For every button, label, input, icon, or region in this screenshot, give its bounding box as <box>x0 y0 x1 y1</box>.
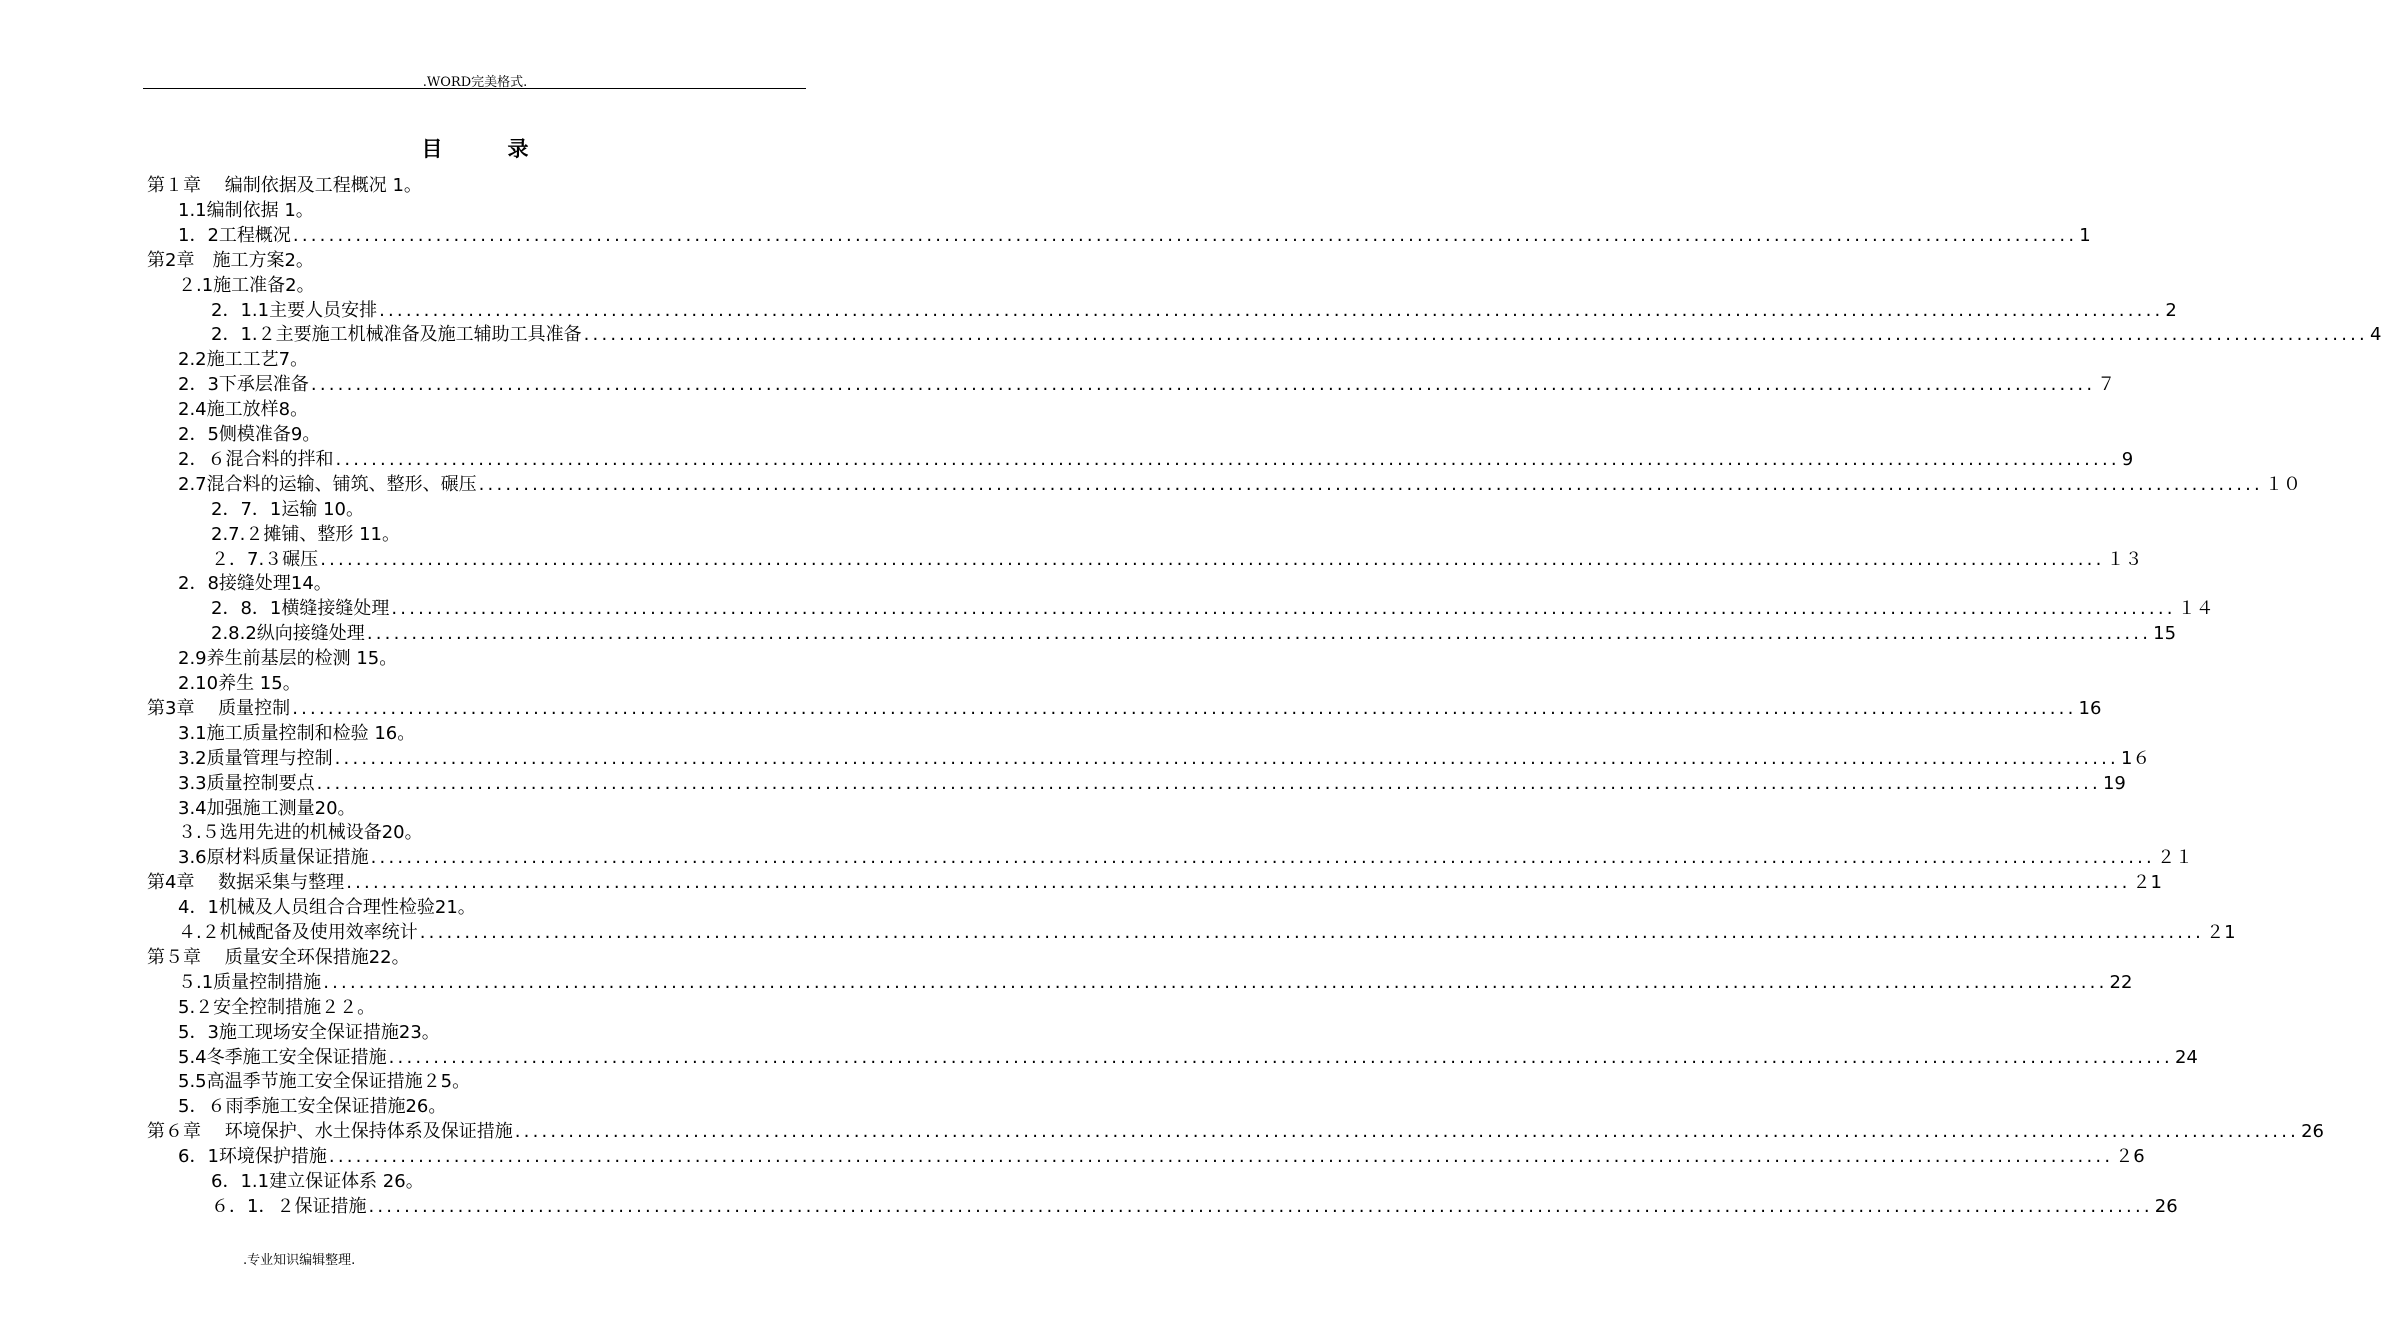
toc-entry-title: 第2章 施工方案2。 <box>147 249 314 271</box>
toc-entry[interactable] <box>178 970 2133 995</box>
toc-entry-title: 5.２安全控制措施２２。 <box>178 996 376 1018</box>
toc-entry-title: 2．8接缝处理14。 <box>178 573 332 595</box>
toc-entry-page: 9 <box>2121 448 2134 470</box>
toc-entry-page: 1６ <box>2120 747 2151 769</box>
toc-entry[interactable] <box>178 895 476 920</box>
toc-entry-title: 3.3质量控制要点 <box>178 772 315 794</box>
toc-dot-leader: ........................................................................................................................................................................................................ <box>366 623 2152 645</box>
toc-entry[interactable] <box>178 721 415 746</box>
toc-entry-page: 19 <box>2102 772 2126 794</box>
toc-entry[interactable] <box>178 671 301 696</box>
toc-entry[interactable] <box>147 173 422 198</box>
toc-entry[interactable] <box>178 347 308 372</box>
toc-entry[interactable] <box>178 422 320 447</box>
toc-dot-leader: ........................................................................................................................................................................................................ <box>583 324 2368 346</box>
toc-entry-title: 第4章 数据采集与整理 <box>147 872 345 894</box>
toc-entry-page: 16 <box>2078 697 2102 719</box>
toc-dot-leader: ........................................................................................................................................................................................................ <box>514 1121 2300 1143</box>
toc-entry-page: ２１ <box>2156 847 2193 869</box>
toc-entry-title: 2.10养生 15。 <box>178 673 301 694</box>
toc-entry-title: 2.7.２摊铺、整形 11。 <box>211 523 400 545</box>
toc-entry[interactable] <box>211 298 2177 323</box>
toc-entry[interactable] <box>211 1169 424 1194</box>
toc-entry[interactable] <box>178 920 2236 945</box>
toc-entry-page: 26 <box>2301 1121 2324 1143</box>
toc-entry-page: 4 <box>2369 324 2381 346</box>
toc-entry-title: 2．1.1主要人员安排 <box>211 299 378 321</box>
toc-entry[interactable] <box>178 273 315 298</box>
toc-entry[interactable] <box>211 621 2177 646</box>
toc-entry-page: 15 <box>2153 623 2177 645</box>
toc-entry-page: 24 <box>2174 1046 2198 1068</box>
toc-dot-leader: ........................................................................................................................................................................................................ <box>370 847 2155 869</box>
toc-dot-leader: ........................................................................................................................................................................................................ <box>292 224 2078 246</box>
toc-title: 目 录 <box>421 137 551 161</box>
toc-entry-title: 第５章 质量安全环保措施22。 <box>147 946 410 968</box>
toc-entry[interactable] <box>178 223 2091 248</box>
toc-entry-title: 2.2施工工艺7。 <box>178 349 309 371</box>
toc-entry-page: ２6 <box>2115 1146 2145 1168</box>
toc-entry-title: 2.9养生前基层的检测 15。 <box>178 648 398 670</box>
toc-entry-page: １３ <box>2106 548 2143 570</box>
toc-entry-title: 3.1施工质量控制和检验 16。 <box>178 722 416 744</box>
toc-dot-leader: ........................................................................................................................................................................................................ <box>379 299 2164 321</box>
toc-entry-title: 5．3施工现场安全保证措施23。 <box>178 1021 440 1043</box>
toc-entry-title: 第６章 环境保护、水土保持体系及保证措施 <box>147 1121 513 1143</box>
toc-entry-title: ４.２机械配备及使用效率统计 <box>178 922 418 943</box>
toc-entry-page: 2 <box>2165 299 2177 321</box>
toc-dot-leader: ........................................................................................................................................................................................................ <box>292 697 2077 719</box>
toc-entry[interactable] <box>178 397 308 422</box>
toc-entry[interactable] <box>178 571 332 596</box>
toc-dot-leader: ........................................................................................................................................................................................................ <box>368 1195 2153 1217</box>
toc-entry-title: 1．2工程概况 <box>178 224 291 246</box>
toc-entry-title: 第3章 质量控制 <box>147 697 291 719</box>
toc-dot-leader: ........................................................................................................................................................................................................ <box>388 1046 2173 1068</box>
toc-entry-title: 2．8．1横缝接缝处理 <box>211 598 390 620</box>
toc-entry[interactable] <box>211 1194 2178 1219</box>
toc-entry-title: ２.1施工准备2。 <box>178 274 315 296</box>
toc-entry[interactable] <box>178 1020 440 1045</box>
toc-entry[interactable] <box>211 522 400 547</box>
toc-entry-title: 2．7．1运输 10。 <box>211 498 364 520</box>
toc-dot-leader: ........................................................................................................................................................................................................ <box>320 548 2105 570</box>
toc-entry[interactable] <box>178 1045 2198 1070</box>
toc-entry-title: 2．1.２主要施工机械准备及施工辅助工具准备 <box>211 324 582 346</box>
toc-entry[interactable] <box>178 845 2193 870</box>
toc-dot-leader: ........................................................................................................................................................................................................ <box>334 747 2119 769</box>
toc-dot-leader: ........................................................................................................................................................................................................ <box>323 971 2108 993</box>
toc-entry-page: 1 <box>2079 224 2091 246</box>
toc-entry[interactable] <box>147 248 314 273</box>
toc-entry-title: ６．1．２保证措施 <box>211 1195 367 1217</box>
toc-entry-page: 22 <box>2109 971 2133 993</box>
toc-dot-leader: ........................................................................................................................................................................................................ <box>316 772 2101 794</box>
toc-entry-title: 1.1编制依据 1。 <box>178 199 314 221</box>
toc-entry[interactable] <box>147 1119 2324 1144</box>
toc-entry[interactable] <box>178 1144 2145 1169</box>
page-footer: .专业知识编辑整理. <box>243 1253 356 1268</box>
toc-entry[interactable] <box>178 746 2151 771</box>
toc-entry[interactable] <box>178 447 2134 472</box>
toc-entry-title: 4．1机械及人员组合合理性检验21。 <box>178 897 476 919</box>
toc-entry[interactable] <box>211 596 2214 621</box>
toc-entry[interactable] <box>178 796 356 821</box>
toc-entry[interactable] <box>178 198 314 223</box>
toc-entry[interactable] <box>211 322 2381 347</box>
toc-entry[interactable] <box>178 995 375 1020</box>
toc-entry-title: ３.５选用先进的机械设备20。 <box>178 822 423 844</box>
toc-entry-page: ２1 <box>2206 922 2236 943</box>
toc-entry-title: 第１章 编制依据及工程概况 1。 <box>147 175 422 196</box>
toc-entry-title: 6．1环境保护措施 <box>178 1146 327 1168</box>
toc-entry-title: 2.7混合料的运输、铺筑、整形、碾压 <box>178 473 477 495</box>
toc-entry-page: ２1 <box>2132 872 2162 894</box>
toc-entry-title: 5.5高温季节施工安全保证措施２5。 <box>178 1071 471 1093</box>
toc-entry-title: 3.2质量管理与控制 <box>178 747 333 769</box>
toc-entry[interactable] <box>178 820 423 845</box>
toc-entry[interactable] <box>147 696 2102 721</box>
toc-dot-leader: ........................................................................................................................................................................................................ <box>419 922 2205 943</box>
toc-entry[interactable] <box>178 1069 470 1094</box>
toc-entry-title: 2.8.2纵向接缝处理 <box>211 623 365 645</box>
toc-entry[interactable] <box>178 372 2116 397</box>
toc-entry[interactable] <box>147 945 410 970</box>
toc-entry[interactable] <box>178 646 397 671</box>
toc-entry-title: 5.4冬季施工安全保证措施 <box>178 1046 387 1068</box>
toc-dot-leader: ........................................................................................................................................................................................................ <box>346 872 2131 894</box>
page-header: .WORD完美格式. <box>422 75 528 90</box>
toc-entry-page: １４ <box>2177 598 2214 620</box>
toc-entry[interactable] <box>211 497 364 522</box>
toc-entry[interactable] <box>178 771 2126 796</box>
header-rule <box>143 88 806 89</box>
toc-entry-title: 3.4加强施工测量20。 <box>178 797 356 819</box>
toc-entry[interactable] <box>211 547 2143 572</box>
toc-entry[interactable] <box>178 1094 446 1119</box>
toc-entry-title: 2．3下承层准备 <box>178 374 309 396</box>
toc-entry-page: ７ <box>2097 374 2116 396</box>
toc-entry-title: 2.4施工放样8。 <box>178 399 309 421</box>
toc-entry-title: 6．1.1建立保证体系 26。 <box>211 1171 424 1192</box>
toc-entry-title: ５.1质量控制措施 <box>178 971 322 993</box>
toc-entry[interactable] <box>147 870 2162 895</box>
toc-entry[interactable] <box>178 472 2301 497</box>
toc-entry-title: 5．６雨季施工安全保证措施26。 <box>178 1096 447 1118</box>
toc-dot-leader: ........................................................................................................................................................................................................ <box>310 374 2096 396</box>
toc-entry-page: １０ <box>2264 473 2301 495</box>
toc-dot-leader: ........................................................................................................................................................................................................ <box>328 1146 2114 1168</box>
toc-dot-leader: ........................................................................................................................................................................................................ <box>335 448 2120 470</box>
toc-entry-title: 3.6原材料质量保证措施 <box>178 847 369 869</box>
toc-entry-page: 26 <box>2154 1195 2178 1217</box>
toc-entry-title: ２．7.３碾压 <box>211 548 319 570</box>
toc-dot-leader: ........................................................................................................................................................................................................ <box>391 598 2176 620</box>
toc-dot-leader: ........................................................................................................................................................................................................ <box>478 473 2263 495</box>
toc-entry-title: 2．６混合料的拌和 <box>178 448 334 470</box>
toc-entry-title: 2．5侧模准备9。 <box>178 424 321 445</box>
